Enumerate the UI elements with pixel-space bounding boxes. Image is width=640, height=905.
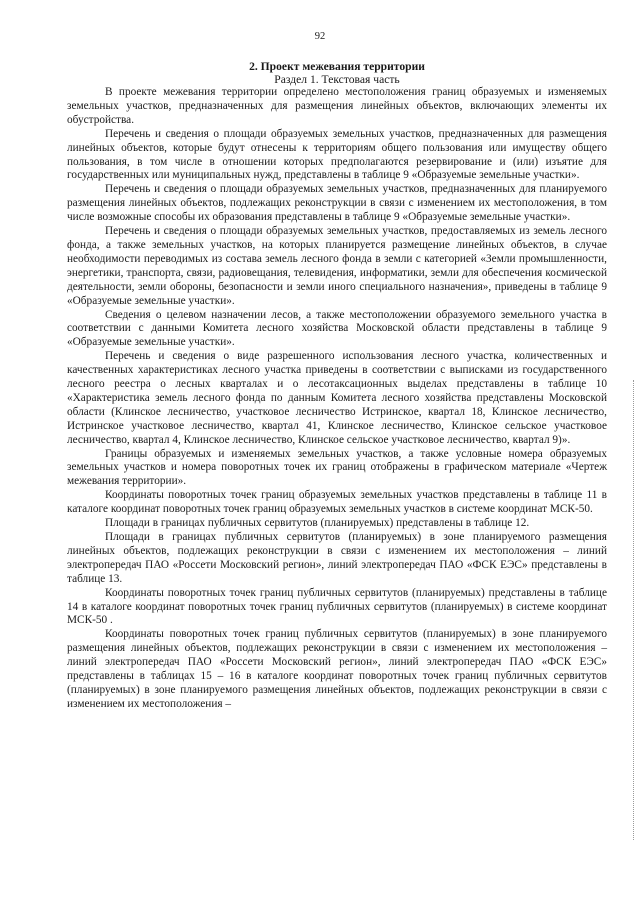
section-title: 2. Проект межевания территории <box>249 60 425 73</box>
paragraph-forest-purpose: Сведения о целевом назначении лесов, а также местоположении образуемого земельного участка в соответствии с данными Комитета лесного хозяйства Московской области представлены в таблице 9 «Образуемые земельные участки». <box>67 308 607 349</box>
paragraph-intro: В проекте межевания территории определено местоположения границ образуемых и изменяемых земельных участков, предназначенных для размещения линейных объектов, включающих элементы их обустройства. <box>67 86 607 126</box>
paragraph-servitude-areas: Площади в границах публичных сервитутов (планируемых) представлены в таблице 12. <box>105 517 530 530</box>
document-body <box>67 60 607 712</box>
paragraph-servitude-coordinates-zone: Координаты поворотных точек границ публичных сервитутов (планируемых) в зоне планируемого размещения линейных объектов, подлежащих реконструкции в связи с изменением их местоположения – линий электропередач ПАО «Россети Московский регион», линий электропередач ПАО «ФСК ЕЭС» представлены в таблицах 15 – 16 в каталоге координат поворотных точек границ публичных сервитутов (планируемых) в зоне планируемого размещения линейных объектов, подлежащих реконструкции в связи с изменением их местоположения – <box>67 628 607 710</box>
paragraph-public-plots: Перечень и сведения о площади образуемых земельных участков, предназначенных для размещения линейных объектов, которые будут отнесены к территориям общего пользования или имуществу общего пользования, в том числе в отношении которых предполагаются резервирование и (или) изъятие для государственных или муниципальных нужд, представлены в таблице 9 «Образуемые земельные участки». <box>67 127 607 182</box>
paragraph-forest-characteristics: Перечень и сведения о виде разрешенного использования лесного участка, количественных и качественных характеристиках лесного участка приведены в соответствии с выписками из государственного лесного реестра о лесных кварталах и о лесотаксационных выделах представлены в таблице 10 «Характеристика земель лесного фонда по данным Комитета лесного хозяйства представлены Московской области (Клинское лесничество, участковое лесничество Истринское, квартал 18, Клинское лесничество, Истринское участковое лесничество, квартал 41, Клинское лесничество, Клинское сельское участковое лесничество, квартал 4, Клинское лесничество, Клинское сельское участковое лесничество, квартал 9)». <box>67 350 607 446</box>
paragraph-forest-fund-plots: Перечень и сведения о площади образуемых земельных участков, предоставляемых из земель лесного фонда, а также земельных участков, на которых планируется размещение линейных объектов, в случае необходимости переводимых из состава земель лесного фонда в земли с категорией «Земли промышленности, энергетики, транспорта, связи, радиовещания, телевидения, информатики, земли для обеспечения космической деятельности, земли обороны, безопасности и земли иного специального назначения», приведены в таблице 9 «Образуемые земельные участки». <box>67 225 607 307</box>
scan-edge-marks <box>632 380 634 840</box>
paragraph-servitude-areas-zone: Площади в границах публичных сервитутов (планируемых) в зоне планируемого размещения линейных объектов, подлежащих реконструкции в связи с изменением их местоположения – линий электропередач ПАО «Россети Московский регион», линий электропередач ПАО «ФСК ЕЭС» представлены в таблице 13. <box>67 531 607 585</box>
paragraph-boundaries: Границы образуемых и изменяемых земельных участков, а также условные номера образуемых земельных участков и номера поворотных точек их границ отображены в графическом материале «Чертеж межевания территории». <box>67 447 607 488</box>
paragraph-servitude-coordinates: Координаты поворотных точек границ публичных сервитутов (планируемых) представлены в таблице 14 в каталоге координат поворотных точек границ публичных сервитутов (планируемых) в системе координат МСК-50 . <box>67 586 607 627</box>
paragraph-reconstruction-plots: Перечень и сведения о площади образуемых земельных участков, предназначенных для планируемого размещения линейных объектов, подлежащих реконструкции в связи с изменением их местоположения, в том числе возможные способы их образования представлены в таблице 9 «Образуемые земельные участки». <box>67 183 607 224</box>
paragraph-coordinates-plots: Координаты поворотных точек границ образуемых земельных участков представлены в таблице 11 в каталоге координат поворотных точек границ образуемых земельных участков в системе координат МСК-50. <box>67 489 607 516</box>
page-number: 92 <box>314 31 326 42</box>
section-subtitle: Раздел 1. Текстовая часть <box>274 73 400 86</box>
